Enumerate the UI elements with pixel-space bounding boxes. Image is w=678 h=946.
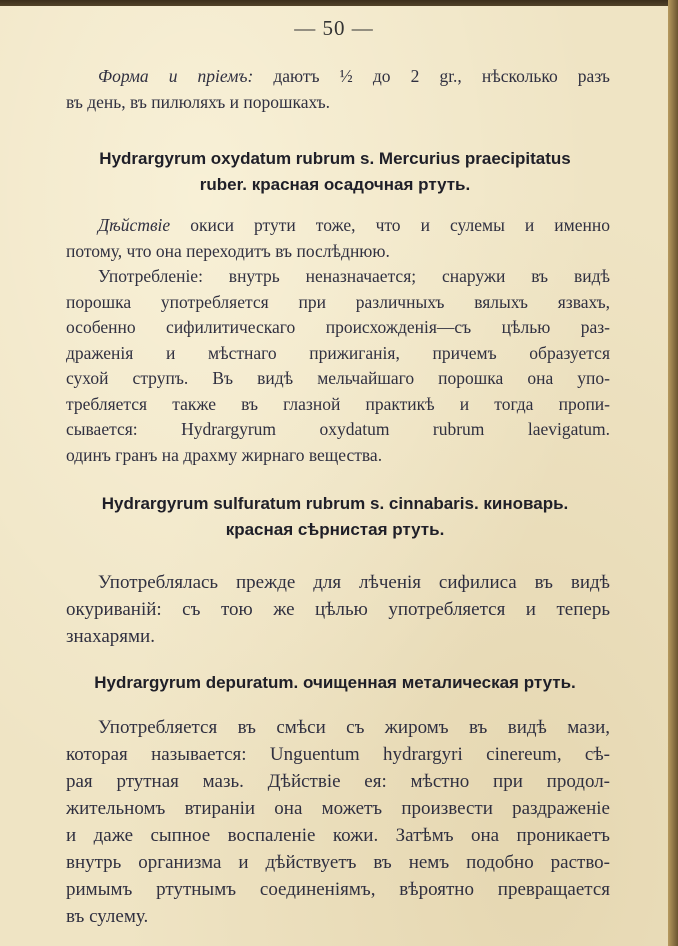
text-line: Употреблялась прежде для лѣченія сифилиса въ видѣ [98, 572, 610, 593]
text-line: Употребленіе: внутрь неназначается; снаружи въ видѣ [98, 266, 610, 286]
text-line: драженія и мѣстнаго прижиганія, причемъ образуется [66, 342, 610, 363]
oxydatum-action-paragraph [66, 213, 610, 264]
text-line: окуриваній: съ тою же цѣлью употребляется и теперь [66, 599, 610, 620]
section-heading-oxydatum [40, 146, 630, 198]
text-line: въ сулему. [66, 906, 149, 927]
text-line: порошка употребляется при различныхъ вялыхъ язвахъ, [66, 291, 610, 312]
heading-line: красная сѣрнистая ртуть. [225, 520, 445, 539]
text-line: одинъ гранъ на драхму жирнаго вещества. [66, 444, 383, 465]
line-text: окиси ртути тоже, что и сулемы и именно [170, 215, 610, 235]
text-line: Употребляется въ смѣси съ жиромъ въ видѣ мази, [98, 717, 610, 738]
italic-term: Форма и пріемъ: [98, 66, 254, 86]
line-text: даютъ ½ до 2 gr., нѣсколько разъ [253, 66, 610, 86]
text-line: жительномъ втираніи она можетъ произвести раздраженіе [66, 798, 610, 819]
text-line [66, 213, 610, 239]
heading-line: Hydrargyrum sulfuratum rubrum s. cinnabaris. киноварь. [101, 494, 569, 513]
line-text: потому, что она переходитъ въ послѣднюю. [66, 240, 390, 261]
text-line: сывается: Hydrargyrum oxydatum rubrum laevigatum. [66, 419, 610, 439]
text-line [66, 90, 610, 116]
heading-line: ruber. красная осадочная ртуть. [199, 175, 471, 194]
depuratum-paragraph [66, 714, 610, 930]
heading-line: Hydrargyrum depuratum. очищенная металическая ртуть. [94, 673, 576, 692]
text-line [66, 64, 610, 90]
section-heading-sulfuratum [40, 491, 630, 543]
page-number: — 50 — [294, 16, 374, 40]
sulfuratum-paragraph [66, 569, 610, 650]
text-line: сухой струпъ. Въ видѣ мельчайшаго порошка она упо- [66, 368, 610, 388]
text-line: знахарями. [66, 626, 155, 647]
heading-line: Hydrargyrum oxydatum rubrum s. Mercurius praecipitatus [99, 149, 571, 168]
section-heading-depuratum [40, 670, 630, 696]
text-line: и даже сыпное воспаленіе кожи. Затѣмъ она проникаетъ [66, 825, 610, 846]
oxydatum-usage-paragraph [66, 264, 610, 468]
line-text: въ день, въ пилюляхъ и порошкахъ. [66, 91, 331, 112]
text-line [66, 239, 610, 265]
intro-paragraph [66, 64, 610, 115]
scan-right-edge [668, 0, 678, 946]
text-line: требляется также въ глазной практикѣ и тогда пропи- [66, 393, 610, 414]
book-page [0, 6, 668, 946]
text-line: особенно сифилитическаго происхожденія—съ цѣлью раз- [66, 317, 610, 337]
text-line: которая называется: Unguentum hydrargyri cinereum, сѣ- [66, 744, 610, 765]
italic-term: Дѣйствіе [98, 215, 171, 235]
text-line: внутрь организма и дѣйствуетъ въ немъ подобно раство- [66, 852, 610, 873]
text-line: римымъ ртутнымъ соединеніямъ, вѣроятно превращается [66, 879, 610, 900]
text-line: рая ртутная мазь. Дѣйствіе ея: мѣстно при продол- [66, 771, 610, 792]
